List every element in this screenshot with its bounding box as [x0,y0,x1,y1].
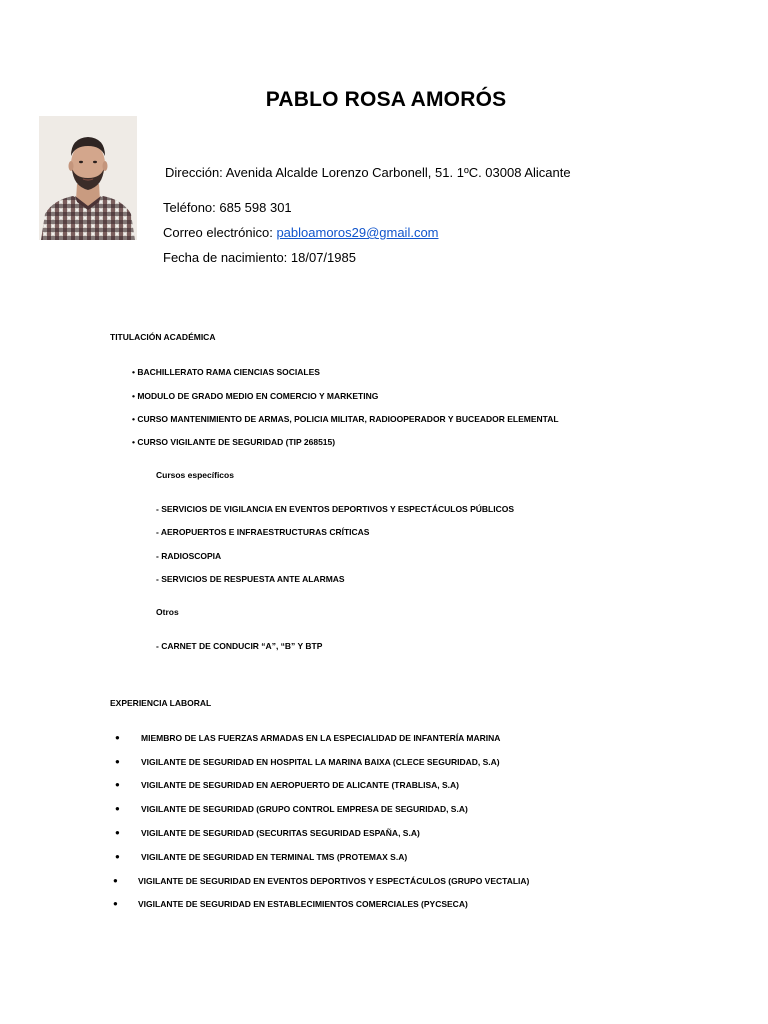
birth-date-text: Fecha de nacimiento: 18/07/1985 [163,250,356,265]
address-text: Dirección: Avenida Alcalde Lorenzo Carbonell, 51. 1ºC. 03008 Alicante [165,165,571,180]
experience-item: VIGILANTE DE SEGURIDAD (GRUPO CONTROL EMPRESA DE SEGURIDAD, S.A) [141,804,468,814]
courses-heading: Cursos específicos [156,470,234,480]
academic-item: • MODULO DE GRADO MEDIO EN COMERCIO Y MARKETING [132,391,379,401]
experience-item: VIGILANTE DE SEGURIDAD EN TERMINAL TMS (PROTEMAX S.A) [141,852,408,862]
academic-item: • BACHILLERATO RAMA CIENCIAS SOCIALES [132,367,320,377]
bullet-icon: ● [115,804,120,813]
profile-photo [39,116,137,240]
bullet-icon: ● [115,733,120,742]
academic-item: • CURSO MANTENIMIENTO DE ARMAS, POLICIA MILITAR, RADIOOPERADOR Y BUCEADOR ELEMENTAL [132,414,559,424]
experience-heading: EXPERIENCIA LABORAL [110,698,212,708]
email-link[interactable]: pabloamoros29@gmail.com [276,225,439,240]
bullet-icon: ● [113,899,118,908]
bullet-icon: ● [115,757,120,766]
bullet-icon: ● [113,876,118,885]
bullet-icon: ● [115,828,120,837]
course-item: - RADIOSCOPIA [156,551,222,561]
experience-item: VIGILANTE DE SEGURIDAD EN AEROPUERTO DE ALICANTE (TRABLISA, S.A) [141,780,459,790]
page-title: PABLO ROSA AMORÓS [265,88,507,111]
email-label: Correo electrónico: [163,225,277,240]
academic-heading: TITULACIÓN ACADÉMICA [110,332,216,342]
experience-item: VIGILANTE DE SEGURIDAD EN ESTABLECIMIENTOS COMERCIALES (PYCSECA) [138,899,468,909]
phone-text: Teléfono: 685 598 301 [163,200,292,215]
bullet-icon: ● [115,780,120,789]
email-line [163,225,439,240]
others-heading: Otros [156,607,179,617]
experience-item: MIEMBRO DE LAS FUERZAS ARMADAS EN LA ESPECIALIDAD DE INFANTERÍA MARINA [141,733,501,743]
academic-item: • CURSO VIGILANTE DE SEGURIDAD (TIP 268515) [132,437,336,447]
experience-item: VIGILANTE DE SEGURIDAD EN HOSPITAL LA MARINA BAIXA (CLECE SEGURIDAD, S.A) [141,757,500,767]
experience-item: VIGILANTE DE SEGURIDAD EN EVENTOS DEPORTIVOS Y ESPECTÁCULOS (GRUPO VECTALIA) [138,876,530,886]
course-item: - SERVICIOS DE VIGILANCIA EN EVENTOS DEPORTIVOS Y ESPECTÁCULOS PÚBLICOS [156,504,515,514]
experience-item: VIGILANTE DE SEGURIDAD (SECURITAS SEGURIDAD ESPAÑA, S.A) [141,828,420,838]
course-item: - SERVICIOS DE RESPUESTA ANTE ALARMAS [156,574,345,584]
others-item: - CARNET DE CONDUCIR “A”, “B” Y BTP [156,641,323,651]
bullet-icon: ● [115,852,120,861]
course-item: - AEROPUERTOS E INFRAESTRUCTURAS CRÍTICAS [156,527,370,537]
